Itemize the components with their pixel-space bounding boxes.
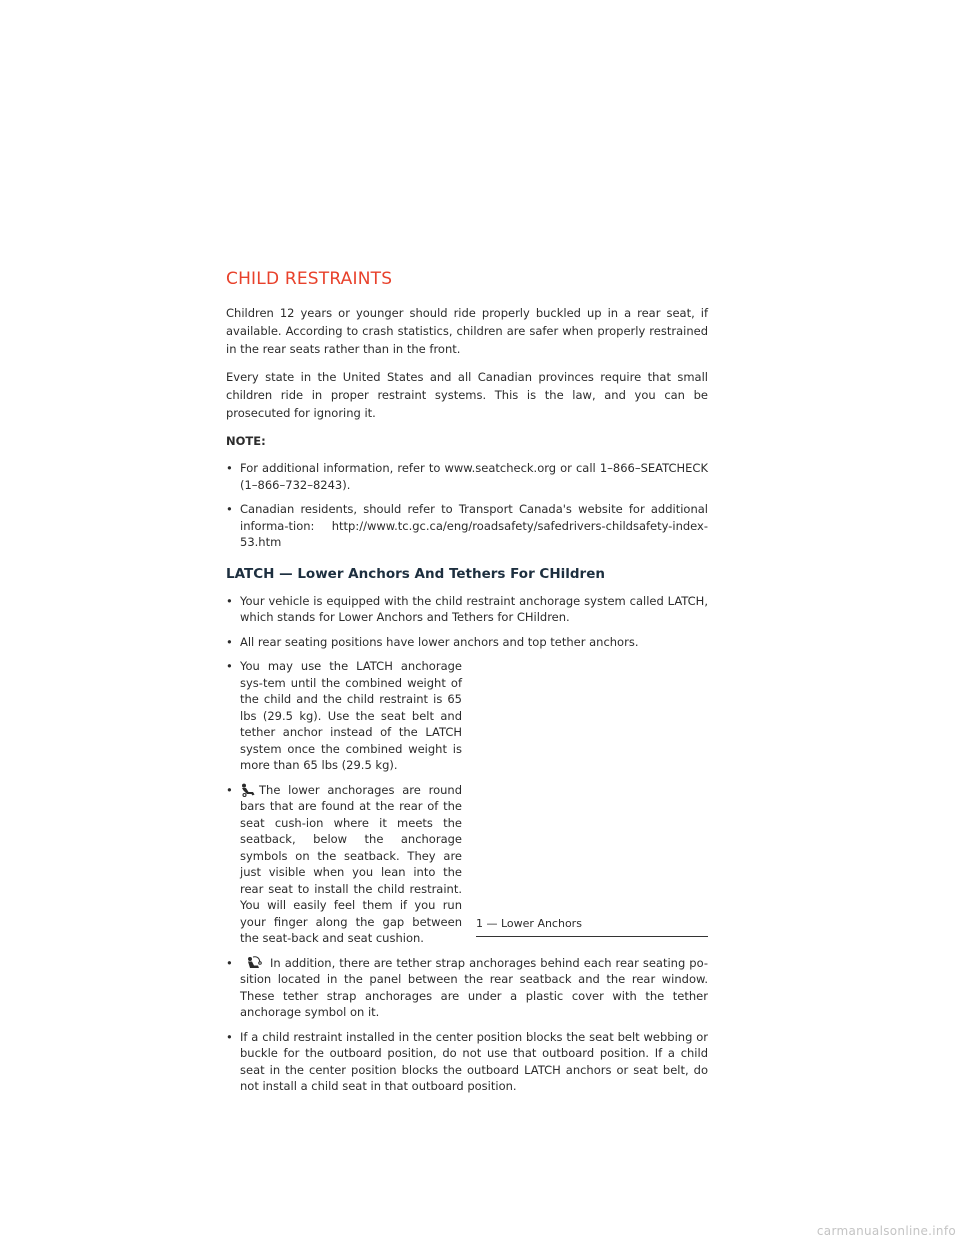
note-item-seatcheck: • For additional information, refer to www.seatcheck.org or call 1–866–SEATCHECK (1–866–732–8243). [226,460,708,493]
note-list [226,460,708,551]
latch-bullet-tether [226,955,708,1021]
tether-text: In addition, there are tether strap anchorages behind each rear seating po-sition located in the panel between the rear seatback and the rear window. These tether strap anchorages are under a plastic cover with the tether anchorage symbol on it. [240,955,708,1019]
section-title: CHILD RESTRAINTS [226,269,393,289]
note-item-canada: • Canadian residents, should refer to Transport Canada's website for additional informa-tion: http://www.tc.gc.ca/eng/roadsafety/safedrivers-childsafety-index-53.htm [226,501,708,551]
latch-bullet-weight: • You may use the LATCH anchorage sys-tem until the combined weight of the child and the child restraint is 65 lbs (29.5 kg). Use the seat belt and tether anchor instead of the LATCH system once the combined weight is more than 65 lbs (29.5 kg). [226,658,462,774]
page-content [226,268,708,1103]
latch-list-left [226,658,462,947]
latch-bullet-system: • Your vehicle is equipped with the child restraint anchorage system called LATCH, which stands for Lower Anchors and Tethers for CHildren. [226,593,708,626]
law-paragraph: Every state in the United States and all Canadian provinces require that small children ride in proper restraint systems. This is the law, and you can be prosecuted for ignoring it. [226,370,708,420]
latch-bullet-positions: • All rear seating positions have lower anchors and top tether anchors. [226,634,708,651]
latch-list-bottom [226,955,708,1095]
latch-left-column [226,658,462,955]
latch-bullet-lower-anchor [226,782,462,947]
note-label: NOTE: [226,434,266,448]
latch-bullet-center: • If a child restraint installed in the center position blocks the seat belt webbing or buckle for the outboard position, do not use that outboard position. If a child seat in the center position blocks the outboard LATCH anchors or seat belt, do not install a child seat in that outboard position. [226,1029,708,1095]
figure-caption: 1 — Lower Anchors [476,916,708,937]
lower-anchor-text: The lower anchorages are round bars that are found at the rear of the seat cush-ion where it meets the seatback, below the anchorage symbols on the seatback. They are just visible when you lean into the rear seat to install the child restraint. You will easily feel them if you run your finger along the gap between the seat-back and seat cushion. [240,782,462,945]
tether-anchor-icon [246,956,262,970]
latch-right-column [476,658,708,937]
latch-heading: LATCH — Lower Anchors And Tethers For CHildren [226,565,605,582]
site-watermark: carmanualsonline.info [816,1224,956,1238]
lower-anchor-icon [240,783,256,797]
latch-list-top [226,593,708,651]
intro-paragraph: Children 12 years or younger should ride properly buckled up in a rear seat, if available. According to crash statistics, children are safer when properly restrained in the rear seats rather than in the front. [226,306,708,356]
latch-two-column [226,658,708,955]
